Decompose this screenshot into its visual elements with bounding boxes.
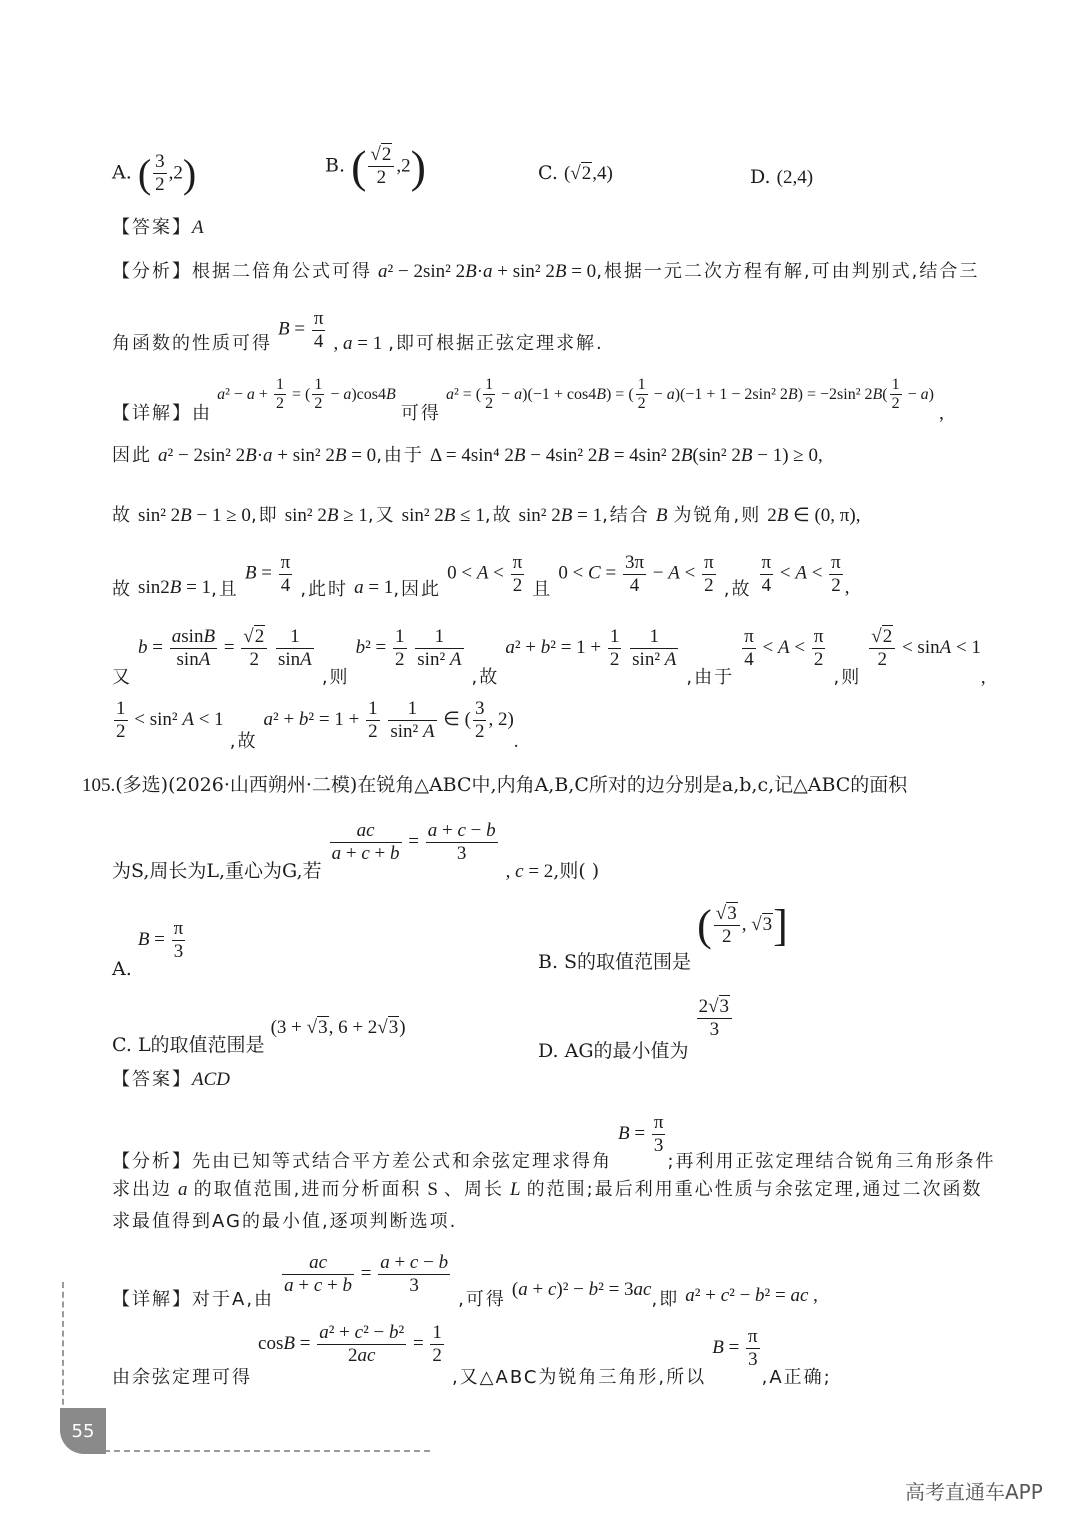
q105-analysis-line2: 求出边 a 的取值范围,进而分析面积 S 、周长 L 的范围;最后利用重心性质与余弦定理,通过二次函数 bbox=[112, 1179, 983, 1200]
answer-value: A bbox=[192, 217, 204, 238]
q105-stem-line2: 为S,周长为L,重心为G,若 $\frac{ac}{a + c + b}$ = $\frac{a + c - b}{3}$ , c = 2,则( ) bbox=[112, 820, 600, 882]
question-tag: (多选) bbox=[115, 774, 169, 796]
text: 由 bbox=[192, 402, 212, 424]
text: 对于A,由 bbox=[192, 1288, 275, 1310]
text: 、周长 bbox=[444, 1179, 504, 1200]
text: ,因此 bbox=[393, 579, 442, 600]
q105-analysis-line1: 【分析】先由已知等式结合平方差公式和余弦定理求得角 B = $\frac{\pi}{3}$ ;再利用正弦定理结合锐角三角形条件 bbox=[112, 1112, 996, 1172]
prev-answer bbox=[112, 218, 204, 237]
q105-option-c[interactable]: C. L的取值范围是 (3 + √3, 6 + 2√3) bbox=[112, 1017, 406, 1056]
prev-detail-line1: 【详解】由 a² − a + $\frac{1}{2}$ = ( $\frac{1}{2}$ − a)cos4B 可得 a² = ( $\frac{1}{2}$ − a)(−1 + cos4B) = ( $\frac{1}{2}$ − a)(−1 + 1 − 2sin² 2B) = −2sin² 2B( $\frac{1}{2}$ − a) , bbox=[112, 376, 944, 424]
option-letter: C. bbox=[538, 162, 558, 184]
question-stem: 在锐角△ABC中,内角A,B,C所对的边分别是a,b,c,记△ABC的面积 bbox=[357, 774, 908, 796]
analysis-label: 【分析】 bbox=[112, 261, 192, 282]
prev-detail-line4: 故 sin2B = 1,且 B = $\frac{\pi}{4}$ ,此时 a = 1,因此 0 < A < $\frac{\pi}{2}$ 且 0 < C = $\frac{3\pi}{4}$ − A < $\frac{\pi}{2}$ ,故 $\frac{\pi}{4}$ < A < $\frac{\pi}{2}$ , bbox=[112, 552, 850, 600]
page-border-horizontal bbox=[104, 1450, 430, 1452]
text: ,由于 bbox=[376, 445, 424, 466]
text: 即可根据正弦定理求解. bbox=[396, 333, 604, 354]
question-source: (2026·山西朔州·二模) bbox=[168, 774, 358, 796]
option-text: D. AG的最小值为 bbox=[538, 1039, 689, 1062]
text: 为锐角,则 bbox=[673, 505, 762, 526]
prev-detail-line2: 因此 a² − 2sin² 2B·a + sin² 2B = 0,由于 Δ = 4sin⁴ 2B − 4sin² 2B = 4sin² 2B(sin² 2B − 1) ≥ 0, bbox=[112, 445, 823, 466]
text: ,故 bbox=[723, 579, 752, 600]
text: 且 bbox=[532, 579, 553, 600]
prev-option-a: A. ( $\frac{3}{2}$ ,2) bbox=[112, 151, 197, 196]
q105-detail-line1: 【详解】对于A,由 $\frac{ac}{a + c + b}$ = $\frac{a + c - b}{3}$ ,可得 (a + c)² − b² = 3ac,即 a² + c² − b² = ac , bbox=[112, 1252, 818, 1310]
q105-option-d[interactable]: D. AG的最小值为 $\frac{2√3}{3}$ bbox=[538, 996, 734, 1041]
text: 为S,周长为L,重心为G,若 bbox=[112, 859, 322, 882]
option-letter: A. bbox=[112, 957, 132, 980]
text: 先由已知等式结合平方差公式和余弦定理求得角 bbox=[192, 1150, 612, 1172]
text: ,又△ABC为锐角三角形,所以 bbox=[451, 1366, 707, 1388]
text: ,结合 bbox=[602, 505, 650, 526]
text: 故 bbox=[112, 505, 132, 526]
text: ,故 bbox=[229, 730, 258, 752]
text: ,即 bbox=[651, 1288, 680, 1310]
answer-value: ACD bbox=[192, 1069, 230, 1090]
text: 的范围;最后利用重心性质与余弦定理,通过二次函数 bbox=[526, 1179, 983, 1200]
page-number: 55 bbox=[60, 1408, 106, 1454]
text: 根据二倍角公式可得 bbox=[192, 261, 372, 282]
analysis-label: 【分析】 bbox=[112, 1150, 192, 1172]
text: 可得 bbox=[400, 402, 441, 424]
text: ,又 bbox=[367, 505, 396, 526]
q105-option-b[interactable]: B. S的取值范围是 ( $\frac{√3}{2}$ , √3] bbox=[538, 901, 788, 973]
text: ,可得 bbox=[458, 1288, 506, 1310]
option-text: C. L的取值范围是 bbox=[112, 1034, 265, 1056]
q105-analysis-line3 bbox=[112, 1212, 457, 1231]
option-letter: B. bbox=[325, 154, 346, 177]
text: ,A正确; bbox=[761, 1366, 832, 1388]
text: ,此时 bbox=[300, 579, 349, 600]
watermark: 高考直通车APP bbox=[905, 1480, 1043, 1504]
text: ;再利用正弦定理结合锐角三角形条件 bbox=[667, 1150, 996, 1172]
question-number: 105. bbox=[82, 775, 116, 796]
option-text: B. S的取值范围是 bbox=[538, 950, 692, 973]
text: ,则( ) bbox=[553, 859, 600, 882]
text: ,故 bbox=[484, 505, 513, 526]
answer-label: 【答案】 bbox=[112, 217, 192, 238]
text: ,且 bbox=[211, 579, 239, 600]
text: ,即 bbox=[250, 505, 279, 526]
text: ,故 bbox=[471, 666, 500, 688]
text: 故 bbox=[112, 579, 132, 600]
text: 求最值得到AG的最小值,逐项判断选项. bbox=[112, 1211, 458, 1232]
prev-analysis-line1: 【分析】根据二倍角公式可得 a² − 2sin² 2B·a + sin² 2B = 0,根据一元二次方程有解,可由判别式,结合三 bbox=[112, 261, 980, 282]
q105-answer bbox=[112, 1070, 230, 1089]
text: ,由于 bbox=[686, 666, 735, 688]
prev-option-b: B. ( $\frac{√2}{2}$ ,2) bbox=[325, 141, 426, 192]
prev-analysis-line2: 角函数的性质可得 B = $\frac{\pi}{4}$ , a = 1 ,即可根据正弦定理求解. bbox=[112, 308, 604, 354]
prev-detail-line6: $\frac{1}{2}$ < sin² A < 1 ,故 a² + b² = 1 + $\frac{1}{2}$ $\frac{1}{\text{sin² A}}$ ∈ ( $\frac{3}{2}$ , 2). bbox=[116, 698, 519, 752]
q105-option-a[interactable]: A. B = $\frac{\pi}{3}$ bbox=[112, 918, 184, 980]
text: 求出边 bbox=[112, 1179, 172, 1200]
text: ,则 bbox=[833, 666, 862, 688]
prev-option-c: C. (√2,4) bbox=[538, 162, 613, 184]
detail-label: 【详解】 bbox=[112, 1288, 192, 1310]
text: 的取值范围,进而分析面积 bbox=[193, 1179, 422, 1200]
q105-detail-line2: 由余弦定理可得 cosB = $\frac{\text{a² + c² − b²}}{2ac}$ = $\frac{1}{2}$ ,又△ABC为锐角三角形,所以 B = $\frac{\pi}{3}$ ,A正确; bbox=[112, 1322, 832, 1388]
answer-label: 【答案】 bbox=[112, 1069, 192, 1090]
text: 因此 bbox=[112, 445, 152, 466]
option-letter: D. bbox=[750, 166, 771, 188]
prev-option-d: D. (2,4) bbox=[750, 166, 814, 188]
q105-stem-line1 bbox=[82, 776, 907, 795]
text: 又 bbox=[112, 666, 132, 688]
text: ,根据一元二次方程有解,可由判别式,结合三 bbox=[596, 261, 980, 282]
text: 由余弦定理可得 bbox=[112, 1366, 252, 1388]
option-letter: A. bbox=[112, 161, 132, 184]
text: 角函数的性质可得 bbox=[112, 333, 272, 354]
prev-detail-line3: 故 sin² 2B − 1 ≥ 0,即 sin² 2B ≥ 1,又 sin² 2B ≤ 1,故 sin² 2B = 1,结合 B 为锐角,则 2B ∈ (0, π), bbox=[112, 505, 861, 526]
text: ,则 bbox=[321, 666, 350, 688]
detail-label: 【详解】 bbox=[112, 402, 192, 424]
prev-detail-line5: 又 b = $\frac{asinB}{\sin A}$ = $\frac{√2}{2}$ $\frac{1}{\sin A}$ ,则 b² = $\frac{1}{2}$ $\frac{1}{\text{sin² A}}$ ,故 a² + b² = 1 + $\frac{1}{2}$ $\frac{1}{\text{sin² A}}$ ,由于 $\frac{\pi}{4}$ < A < $\frac{\pi}{2}$ ,则 $\frac{√2}{2}$ < sinA < 1, bbox=[112, 626, 986, 688]
